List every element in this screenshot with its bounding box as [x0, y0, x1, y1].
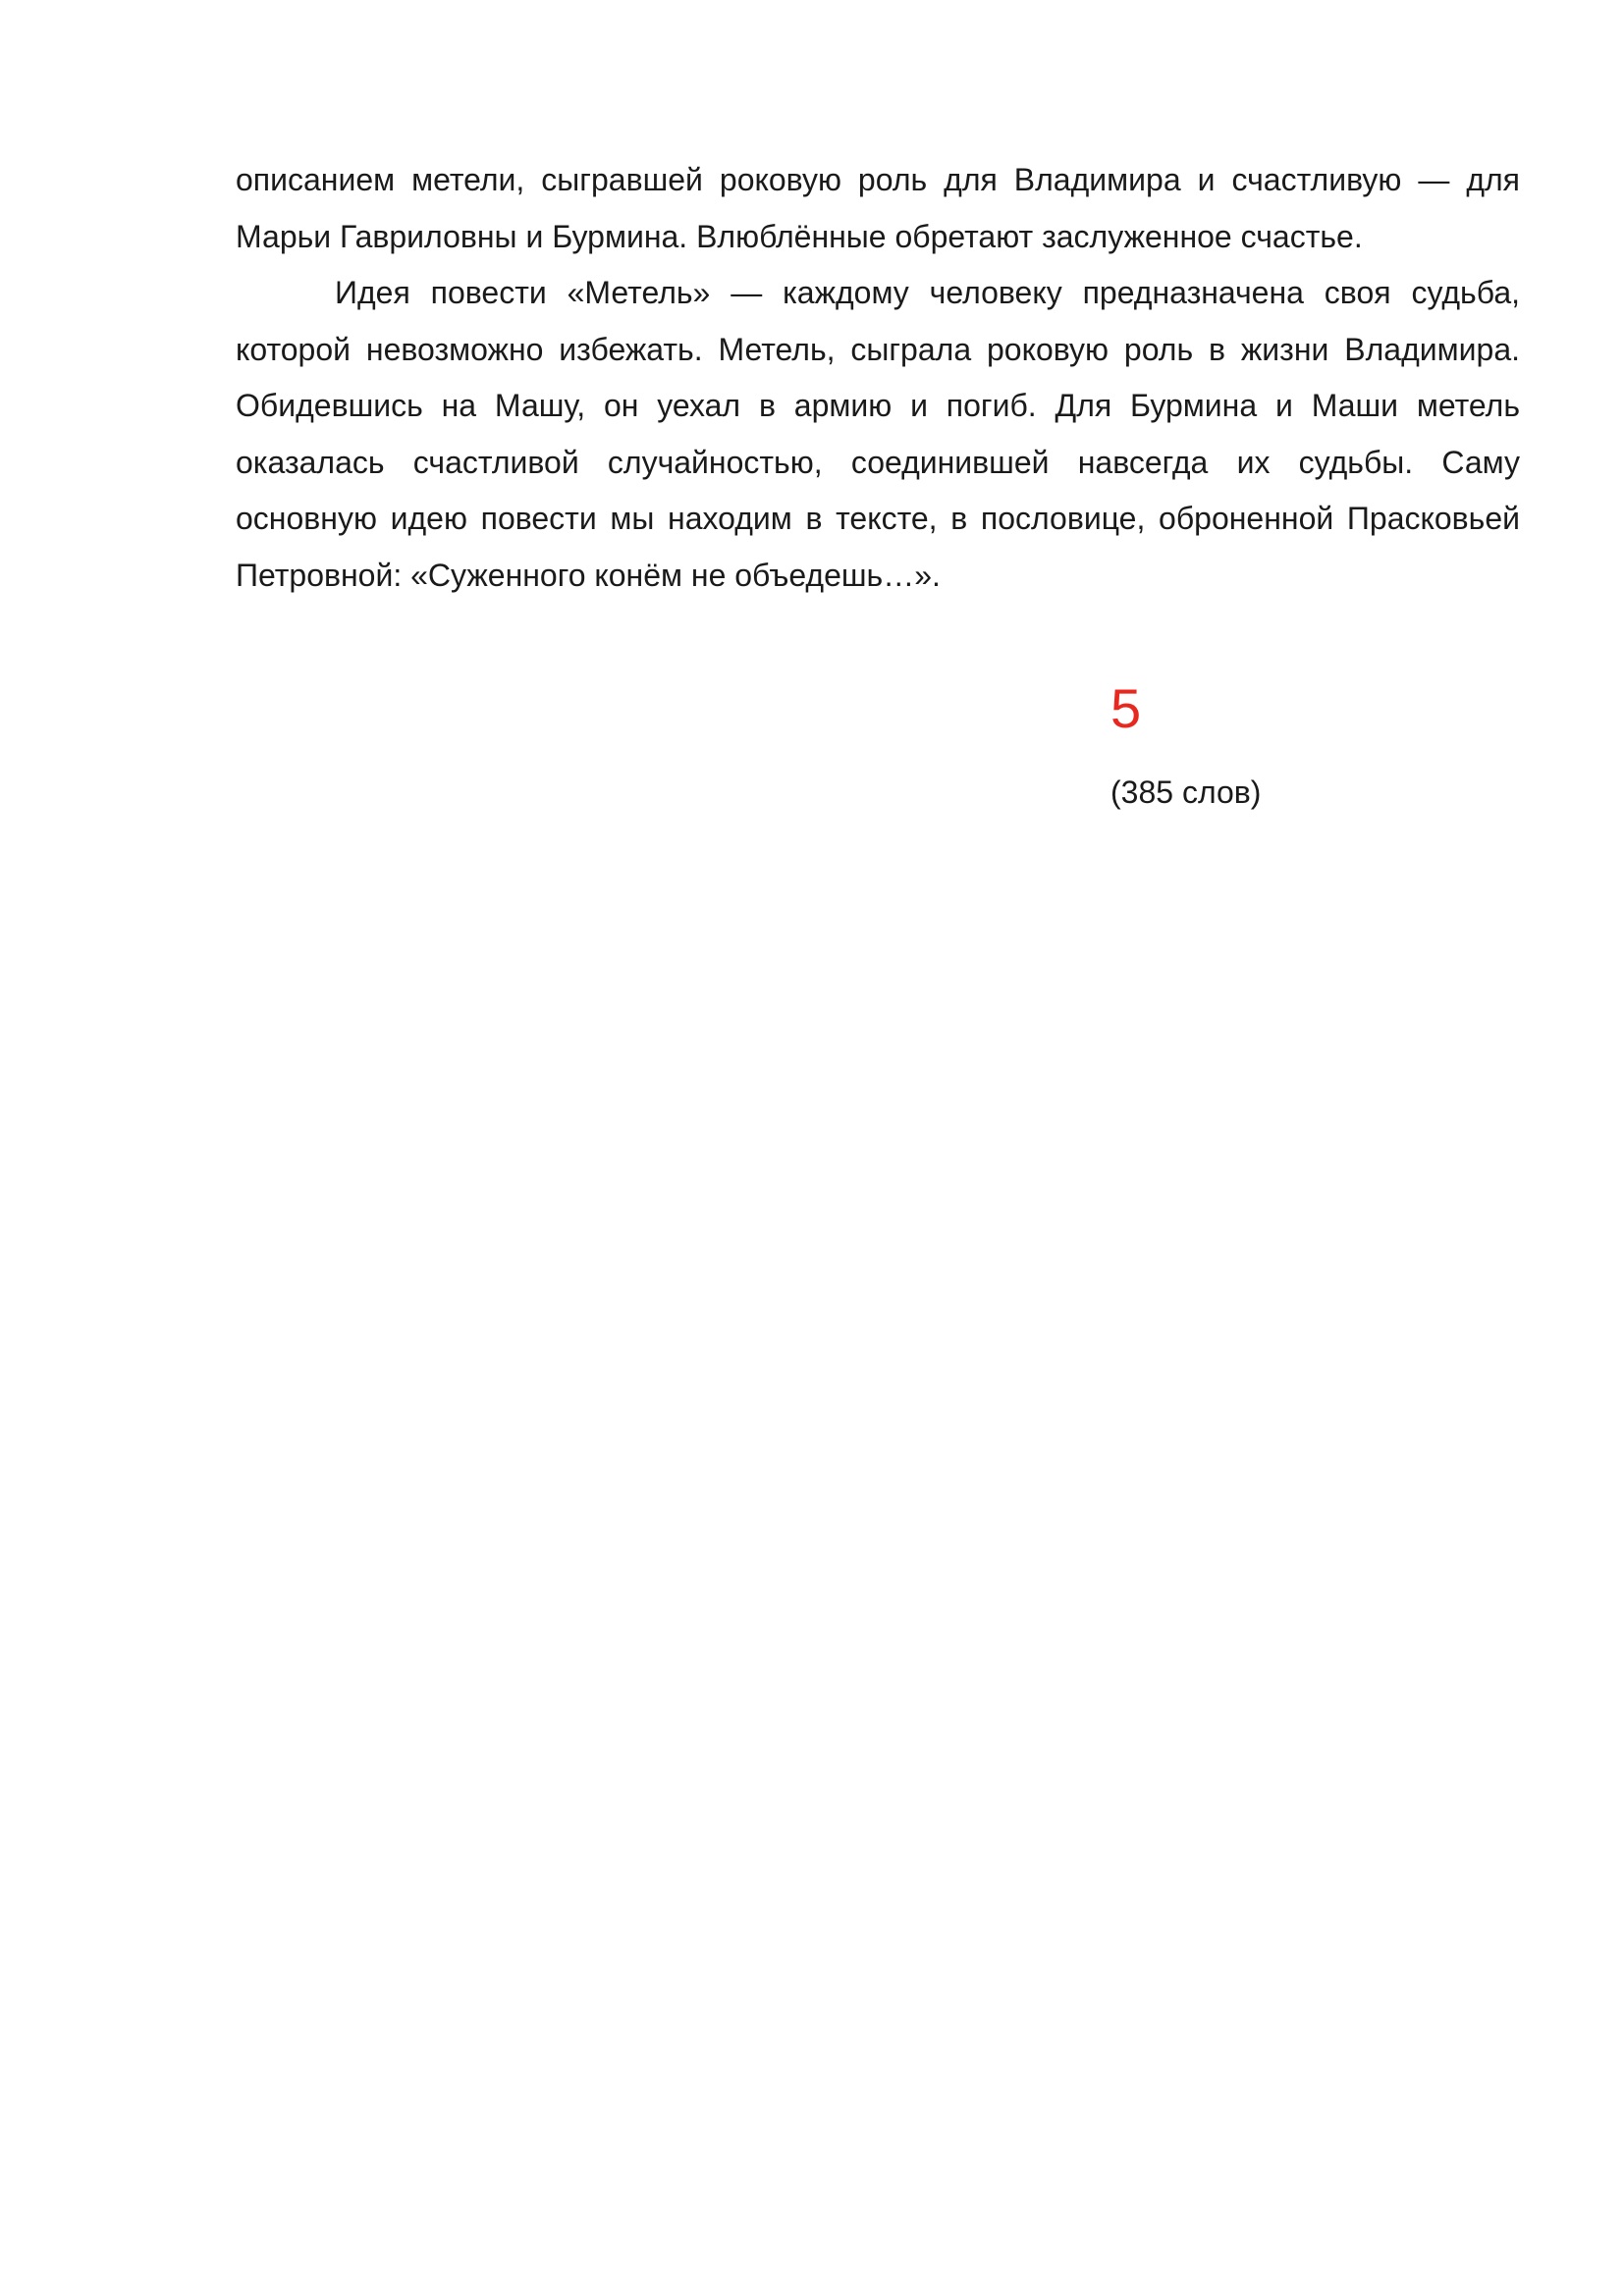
paragraph-continuation: описанием метели, сыгравшей роковую роль для Владимира и счастливую — для Марьи Гавриловны и Бурмина. Влюблённые обретают заслуженное счастье. [236, 162, 1520, 254]
page-number: 5 [1110, 677, 1142, 739]
paragraph-idea: Идея повести «Метель» — каждому человеку предназначена своя судьба, которой невозможно избежать. Метель, сыграла роковую роль в жизни Владимира. Обидевшись на Машу, он уехал в армию и погиб. Для Бурмина и Маши метель оказалась счастливой случайностью, соединившей навсегда их судьбы. Саму основную идею повести мы находим в тексте, в пословице, оброненной Прасковьей Петровной: «Суженного конём не объедешь…». [236, 275, 1520, 593]
word-count: (385 слов) [1110, 774, 1262, 810]
body-text [236, 152, 1520, 604]
